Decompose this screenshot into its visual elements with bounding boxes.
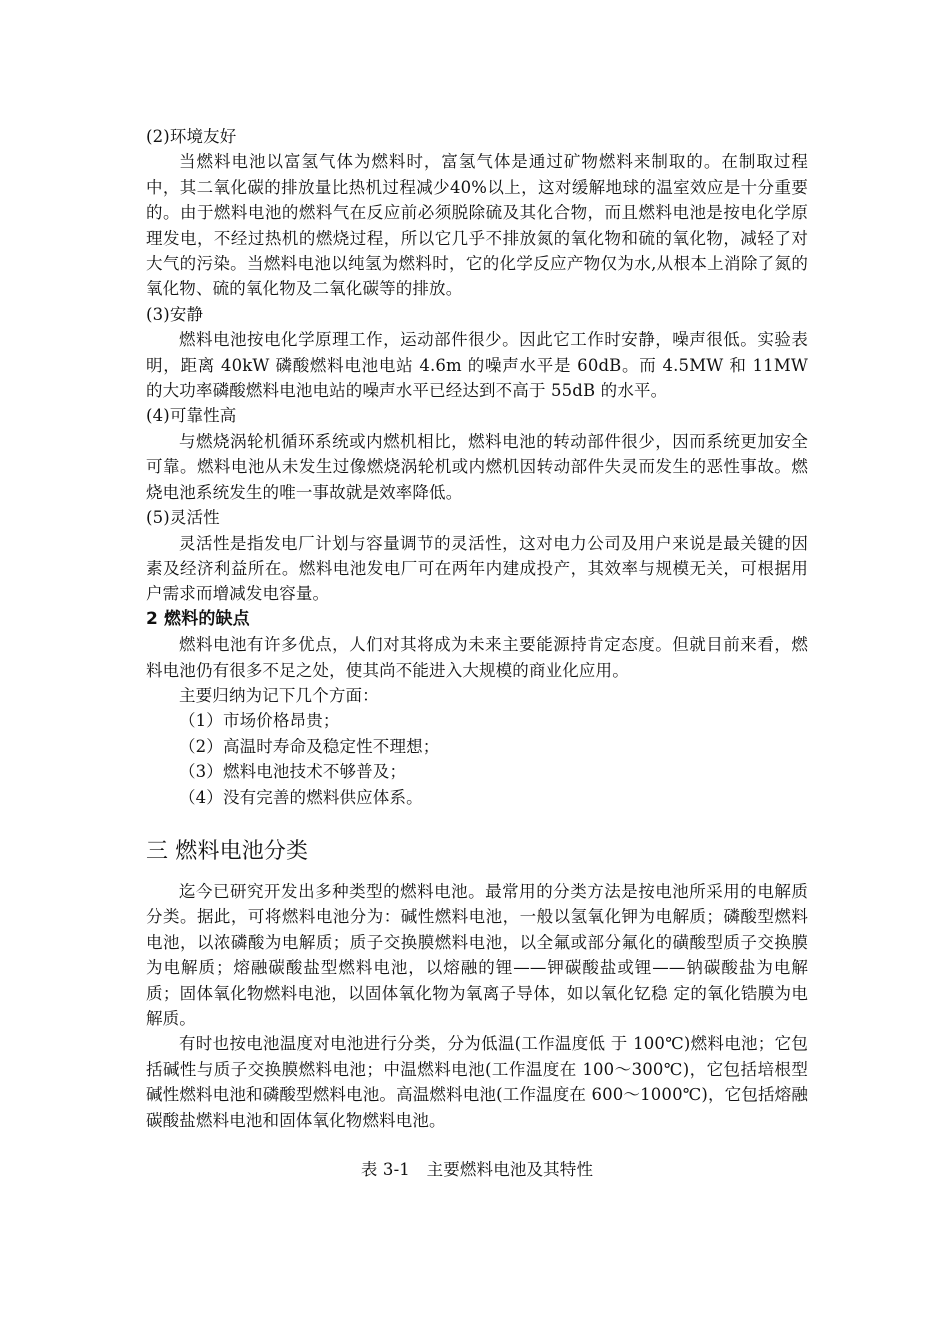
subheading-environment: (2)环境友好 [146,127,237,146]
document-page [146,124,808,1182]
subheading-quiet: (3)安静 [146,304,204,324]
paragraph-reliability: 与燃烧涡轮机循环系统或内燃机相比，燃料电池的转动部件很少，因而系统更加安全可靠。燃料电池从未发生过像燃烧涡轮机或内燃机因转动部件失灵而发生的恶性事故。燃烧电池系统发生的唯一事故就是效率降低。 [146,431,808,502]
paragraph-temperature-classification: 有时也按电池温度对电池进行分类，分为低温(工作温度低 于 100℃)燃料电池；它包括碱性与质子交换膜燃料电池；中温燃料电池(工作温度在 100～300℃)，它包括培根型碱性燃料电池和磷酸型燃料电池。高温燃料电池(工作温度在 600～1000℃)，它包括熔融碳酸盐燃料电池和固体氧化物燃料电池。 [146,1034,808,1130]
paragraph-electrolyte-classification: 迄今已研究开发出多种类型的燃料电池。最常用的分类方法是按电池所采用的电解质分类。据此，可将燃料电池分为：碱性燃料电池，一般以氢氧化钾为电解质；磷酸型燃料电池，以浓磷酸为电解质；质子交换膜燃料电池，以全氟或部分氟化的磺酸型质子交换膜为电解质；熔融碳酸盐型燃料电池，以熔融的锂——钾碳酸盐或锂——钠碳酸盐为电解质；固体氧化物燃料电池，以固体氧化物为氧离子导体，如以氧化钇稳 定的氧化锆膜为电解质。 [146,881,808,1028]
disadvantages-intro: 主要归纳为记下几个方面： [179,685,379,705]
paragraph-flexibility: 灵活性是指发电厂计划与容量调节的灵活性，这对电力公司及用户来说是最关键的因素及经济利益所在。燃料电池发电厂可在两年内建成投产，其效率与规模无关，可根据用户需求而增减发电容量。 [146,533,808,604]
list-item: （4）没有完善的燃料供应体系。 [179,787,423,807]
subheading-reliability: (4)可靠性高 [146,406,237,426]
list-item: （3）燃料电池技术不够普及； [179,762,407,782]
section-heading-disadvantages: 2 燃料的缺点 [146,608,250,629]
paragraph-quiet: 燃料电池按电化学原理工作，运动部件很少。因此它工作时安静，噪声很低。实验表明，距离 40kW 磷酸燃料电池电站 4.6m 的噪声水平是 60dB。而 4.5MW 和 11MW 的大功率磷酸燃料电池电站的噪声水平已经达到不高于 55dB 的水平。 [146,330,808,401]
table-caption: 表 3-1 主要燃料电池及其特性 [360,1160,594,1180]
subheading-flexibility: (5)灵活性 [146,508,220,528]
list-item: （1）市场价格昂贵； [179,711,340,731]
chapter-heading-classification: 三 燃料电池分类 [146,838,309,864]
list-item: （2）高温时寿命及稳定性不理想； [179,736,440,756]
paragraph-environment: 当燃料电池以富氢气体为燃料时，富氢气体是通过矿物燃料来制取的。在制取过程中，其二氧化碳的排放量比热机过程减少40%以上，这对缓解地球的温室效应是十分重要的。由于燃料电池的燃料气在反应前必须脱除硫及其化合物，而且燃料电池是按电化学原理发电，不经过热机的燃烧过程，所以它几乎不排放氮的氧化物和硫的氧化物，减轻了对大气的污染。当燃料电池以纯氢为燃料时，它的化学反应产物仅为水,从根本上消除了氮的氧化物、硫的氧化物及二氧化碳等的排放。 [146,152,808,299]
paragraph-disadvantages: 燃料电池有许多优点，人们对其将成为未来主要能源持肯定态度。但就目前来看，燃料电池仍有很多不足之处，使其尚不能进入大规模的商业化应用。 [146,635,808,680]
